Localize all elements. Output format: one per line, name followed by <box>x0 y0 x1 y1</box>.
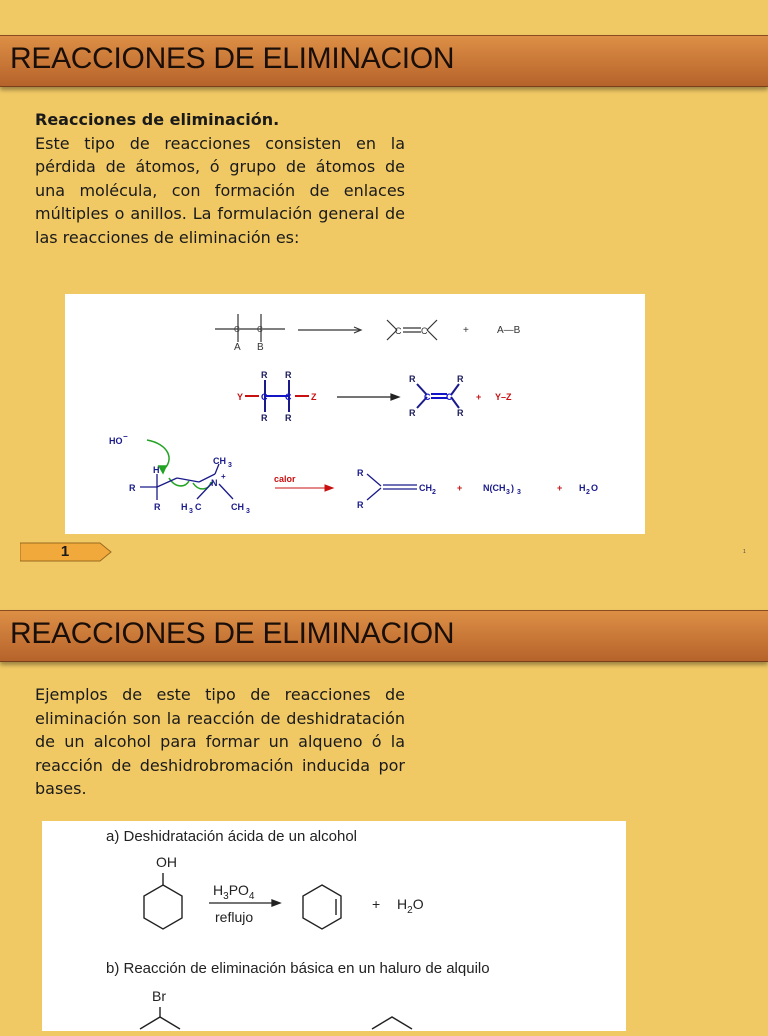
r-group-8: R <box>457 408 464 418</box>
amine-paren: ) <box>511 483 514 493</box>
nitrogen-charge: + <box>221 472 226 481</box>
atom-c1: C <box>234 325 240 334</box>
r-left: R <box>129 483 136 493</box>
general-reaction <box>215 314 437 342</box>
h3c-sub: 3 <box>189 508 193 515</box>
atom-c2: C <box>257 325 263 334</box>
h3c-h: H <box>181 502 188 512</box>
hydroxide: HO <box>109 436 123 446</box>
hydroxide-charge: − <box>123 432 128 441</box>
prod-r1: R <box>357 468 364 478</box>
slide-2 <box>0 585 768 1024</box>
carbon-2: C <box>285 392 292 402</box>
methyl-top: CH <box>213 456 226 466</box>
hydroxyl-label: OH <box>156 854 177 870</box>
r-group-2: R <box>285 370 292 380</box>
plus-2: + <box>476 392 482 402</box>
plus-1: + <box>463 325 469 336</box>
r-group-3: R <box>261 413 268 423</box>
slide-title: REACCIONES DE ELIMINACION <box>10 42 455 75</box>
water-h: H <box>579 483 586 493</box>
r-group-1: R <box>261 370 268 380</box>
methyl-right: CH <box>231 502 244 512</box>
examples-figure <box>42 821 626 1031</box>
example-a-title: a) Deshidratación ácida de un alcohol <box>106 828 357 845</box>
slide-title-bar <box>0 35 768 87</box>
slide-footer-mark: 1 <box>743 549 746 555</box>
r-group-7: R <box>457 374 464 384</box>
leaving-z: Z <box>311 392 317 402</box>
atom-b: B <box>257 342 264 353</box>
examples-svg <box>42 821 626 1031</box>
atom-c4: C <box>421 326 428 336</box>
r-group-5: R <box>409 374 416 384</box>
ch2-text: CH <box>419 483 432 493</box>
water-o: O <box>591 483 599 493</box>
atom-a: A <box>234 342 241 353</box>
examples-paragraph: Ejemplos de este tipo de reacciones de eliminación son la reacción de deshidratación de un alcohol para formar un alqueno ó la reacción de deshidrobromación inducida por bases. <box>35 685 405 798</box>
atom-c3: C <box>395 326 402 336</box>
r-group-6: R <box>409 408 416 418</box>
h3c-c: C <box>195 502 202 512</box>
intro-paragraph: Este tipo de reacciones consisten en la pérdida de átomos, ó grupo de átomos de una molécula, con formación de enlaces múltiples o anillos. La formulación general de las reacciones de eliminación es: <box>35 133 405 247</box>
beta-hydrogen: H <box>153 465 160 475</box>
cyclohexene-ring <box>303 885 341 929</box>
slide-title: REACCIONES DE ELIMINACION <box>10 617 455 650</box>
reaction-scheme-svg <box>65 294 645 534</box>
acid-reagent: $H_3PO_4$ <box>213 882 255 902</box>
cyclohexanol-ring <box>144 873 182 929</box>
amine-text: N(CH <box>483 483 506 493</box>
examples-text <box>35 683 405 801</box>
r-group-4: R <box>285 413 292 423</box>
example-b-title: b) Reacción de eliminación básica en un haluro de alquilo <box>106 960 490 977</box>
amine-sub1: 3 <box>506 489 510 496</box>
page-number-tab <box>20 542 112 562</box>
product-yz: Y–Z <box>495 392 512 402</box>
plus-4: + <box>557 483 563 493</box>
slide-title-bar <box>0 610 768 662</box>
product-ab: A—B <box>497 325 521 336</box>
carbon-3: C <box>424 392 431 402</box>
plus-3: + <box>457 483 463 493</box>
methyl-top-sub: 3 <box>228 462 232 469</box>
prod-r2: R <box>357 500 364 510</box>
amine-sub2: 3 <box>517 489 521 496</box>
ch2-sub: 2 <box>432 489 436 496</box>
reaction-arrow <box>209 900 280 906</box>
elimination-scheme-figure <box>65 294 645 534</box>
water-product: $H_2O$ <box>397 896 424 916</box>
carbon-4: C <box>446 392 453 402</box>
plus-sign: + <box>372 896 381 912</box>
r-bottom: R <box>154 502 161 512</box>
nitrogen: N <box>211 478 218 488</box>
reflux-condition: reflujo <box>215 909 254 925</box>
methyl-right-sub: 3 <box>246 508 250 515</box>
page-number: 1 <box>60 543 70 560</box>
bromocyclohexane-ring <box>140 1007 412 1029</box>
leaving-y: Y <box>237 392 244 402</box>
heat-label: calor <box>274 474 296 484</box>
carbon-1: C <box>261 392 268 402</box>
intro-text <box>35 108 405 249</box>
water-sub: 2 <box>586 489 590 496</box>
bromine-label: Br <box>152 988 166 1004</box>
section-heading: Reacciones de eliminación. <box>35 110 280 129</box>
